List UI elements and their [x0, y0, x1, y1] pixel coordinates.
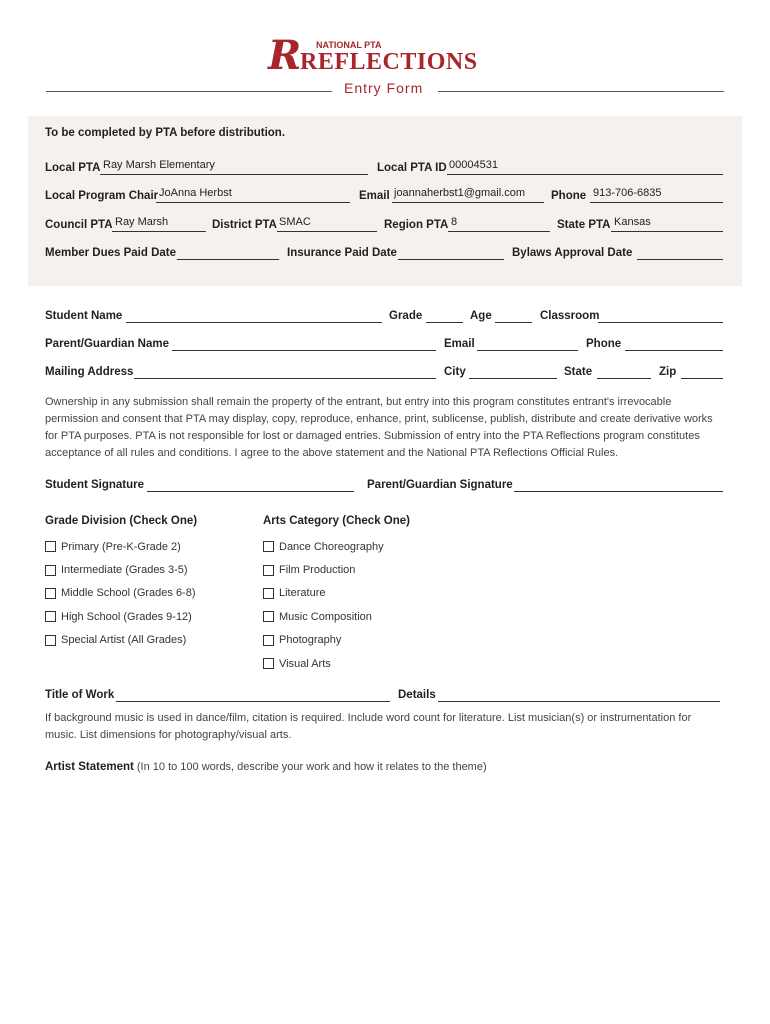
checkbox[interactable]	[263, 658, 274, 669]
details-field[interactable]	[438, 701, 720, 702]
classroom-label: Classroom	[540, 310, 600, 322]
local-pta-field[interactable]	[100, 174, 368, 175]
city-label: City	[444, 366, 466, 378]
dues-paid-field[interactable]	[177, 259, 279, 260]
student-name-label: Student Name	[45, 310, 123, 322]
arts-category-options	[263, 535, 384, 675]
student-signature-field[interactable]	[147, 491, 354, 492]
grade-option[interactable]: Primary (Pre-K-Grade 2)	[45, 535, 196, 558]
title-rule-right	[438, 91, 724, 92]
logo-program-name: REFLECTIONS	[300, 49, 478, 75]
chair-email-field[interactable]	[392, 202, 544, 203]
insurance-paid-label: Insurance Paid Date	[287, 247, 397, 259]
state-pta-label: State PTA	[557, 219, 611, 231]
council-pta-label: Council PTA	[45, 219, 113, 231]
parent-name-field[interactable]	[172, 350, 436, 351]
chair-phone-field[interactable]	[590, 202, 723, 203]
mailing-address-field[interactable]	[134, 378, 436, 379]
title-rule-left	[46, 91, 332, 92]
checkbox[interactable]	[45, 611, 56, 622]
details-label: Details	[398, 689, 436, 701]
logo-org-name: NATIONAL PTA	[316, 40, 382, 50]
bylaws-approval-field[interactable]	[637, 259, 723, 260]
parent-name-label: Parent/Guardian Name	[45, 338, 169, 350]
grade-option[interactable]: Intermediate (Grades 3-5)	[45, 558, 196, 581]
arts-option[interactable]: Visual Arts	[263, 652, 384, 675]
chair-email-value: joannaherbst1@gmail.com	[394, 187, 526, 199]
zip-label: Zip	[659, 366, 677, 378]
checkbox[interactable]	[45, 565, 56, 576]
checkbox[interactable]	[45, 541, 56, 552]
bylaws-approval-label: Bylaws Approval Date	[512, 247, 633, 259]
grade-division-heading: Grade Division (Check One)	[45, 515, 198, 527]
region-pta-field[interactable]	[448, 231, 550, 232]
arts-option[interactable]: Literature	[263, 582, 384, 605]
program-chair-label: Local Program Chair	[45, 190, 159, 202]
logo-r-mark: R	[268, 32, 302, 79]
checkbox[interactable]	[263, 541, 274, 552]
consent-statement: Ownership in any submission shall remain the property of the entrant, but entry into this program constitutes entrant's irrevocable permission and consent that PTA may display, copy, reproduce, enhance, print, sublicense, publish, distribute and create derivative works for PTA purposes. PTA is not responsible for lost or damaged entries. Submission of entry into the PTA Reflections program constitutes acceptance of all rules and conditions. I agree to the above statement and the National PTA Reflections Official Rules.	[45, 396, 713, 459]
mailing-address-label: Mailing Address	[45, 366, 134, 378]
district-pta-label: District PTA	[212, 219, 277, 231]
checkbox[interactable]	[263, 565, 274, 576]
arts-option[interactable]: Music Composition	[263, 605, 384, 628]
classroom-field[interactable]	[598, 322, 723, 323]
district-pta-field[interactable]	[277, 231, 377, 232]
chair-phone-value: 913-706-6835	[593, 187, 662, 199]
region-pta-value: 8	[451, 216, 458, 228]
grade-field[interactable]	[426, 322, 463, 323]
program-chair-field[interactable]	[156, 202, 350, 203]
local-pta-id-value: 00004531	[449, 159, 498, 171]
state-label: State	[564, 366, 593, 378]
parent-phone-field[interactable]	[625, 350, 723, 351]
dues-paid-label: Member Dues Paid Date	[45, 247, 177, 259]
age-label: Age	[470, 310, 492, 322]
chair-phone-label: Phone	[551, 190, 587, 202]
checkbox[interactable]	[263, 588, 274, 599]
program-chair-value: JoAnna Herbst	[159, 187, 232, 199]
reflections-logo	[268, 32, 508, 79]
arts-category-heading: Arts Category (Check One)	[263, 515, 410, 527]
district-pta-value: SMAC	[279, 216, 311, 228]
student-signature-label: Student Signature	[45, 479, 145, 491]
checkbox[interactable]	[263, 635, 274, 646]
artist-statement-area[interactable]	[45, 782, 725, 1002]
parent-email-field[interactable]	[477, 350, 578, 351]
form-title: Entry Form	[344, 80, 424, 96]
artist-statement-line	[45, 761, 487, 773]
local-pta-id-label: Local PTA ID	[377, 162, 447, 174]
parent-signature-label: Parent/Guardian Signature	[367, 479, 513, 491]
parent-email-label: Email	[444, 338, 475, 350]
local-pta-label: Local PTA	[45, 162, 101, 174]
artist-statement-hint: (In 10 to 100 words, describe your work and how it relates to the theme)	[136, 761, 487, 773]
title-of-work-label: Title of Work	[45, 689, 115, 701]
region-pta-label: Region PTA	[384, 219, 449, 231]
grade-option[interactable]: Middle School (Grades 6-8)	[45, 582, 196, 605]
state-pta-field[interactable]	[611, 231, 723, 232]
parent-signature-field[interactable]	[514, 491, 723, 492]
insurance-paid-field[interactable]	[398, 259, 504, 260]
state-pta-value: Kansas	[614, 216, 651, 228]
checkbox[interactable]	[45, 635, 56, 646]
title-of-work-field[interactable]	[116, 701, 390, 702]
council-pta-field[interactable]	[112, 231, 206, 232]
council-pta-value: Ray Marsh	[115, 216, 169, 228]
local-pta-id-field[interactable]	[447, 174, 723, 175]
pta-intro: To be completed by PTA before distribution.	[45, 127, 286, 139]
grade-option[interactable]: High School (Grades 9-12)	[45, 605, 196, 628]
city-field[interactable]	[469, 378, 557, 379]
grade-label: Grade	[389, 310, 423, 322]
checkbox[interactable]	[45, 588, 56, 599]
parent-phone-label: Phone	[586, 338, 622, 350]
work-instructions: If background music is used in dance/film, citation is required. Include word count for literature. List musician(s) or instrumentation for music. List dimensions for photography/visual arts.	[45, 712, 692, 741]
artist-statement-label: Artist Statement	[45, 761, 134, 773]
arts-option[interactable]: Film Production	[263, 558, 384, 581]
chair-email-label: Email	[359, 190, 390, 202]
age-field[interactable]	[495, 322, 532, 323]
arts-option[interactable]: Photography	[263, 629, 384, 652]
grade-option[interactable]: Special Artist (All Grades)	[45, 629, 196, 652]
arts-option[interactable]: Dance Choreography	[263, 535, 384, 558]
grade-division-options	[45, 535, 196, 652]
student-name-field[interactable]	[126, 322, 382, 323]
checkbox[interactable]	[263, 611, 274, 622]
state-field[interactable]	[597, 378, 651, 379]
zip-field[interactable]	[681, 378, 723, 379]
local-pta-value: Ray Marsh Elementary	[103, 159, 215, 171]
